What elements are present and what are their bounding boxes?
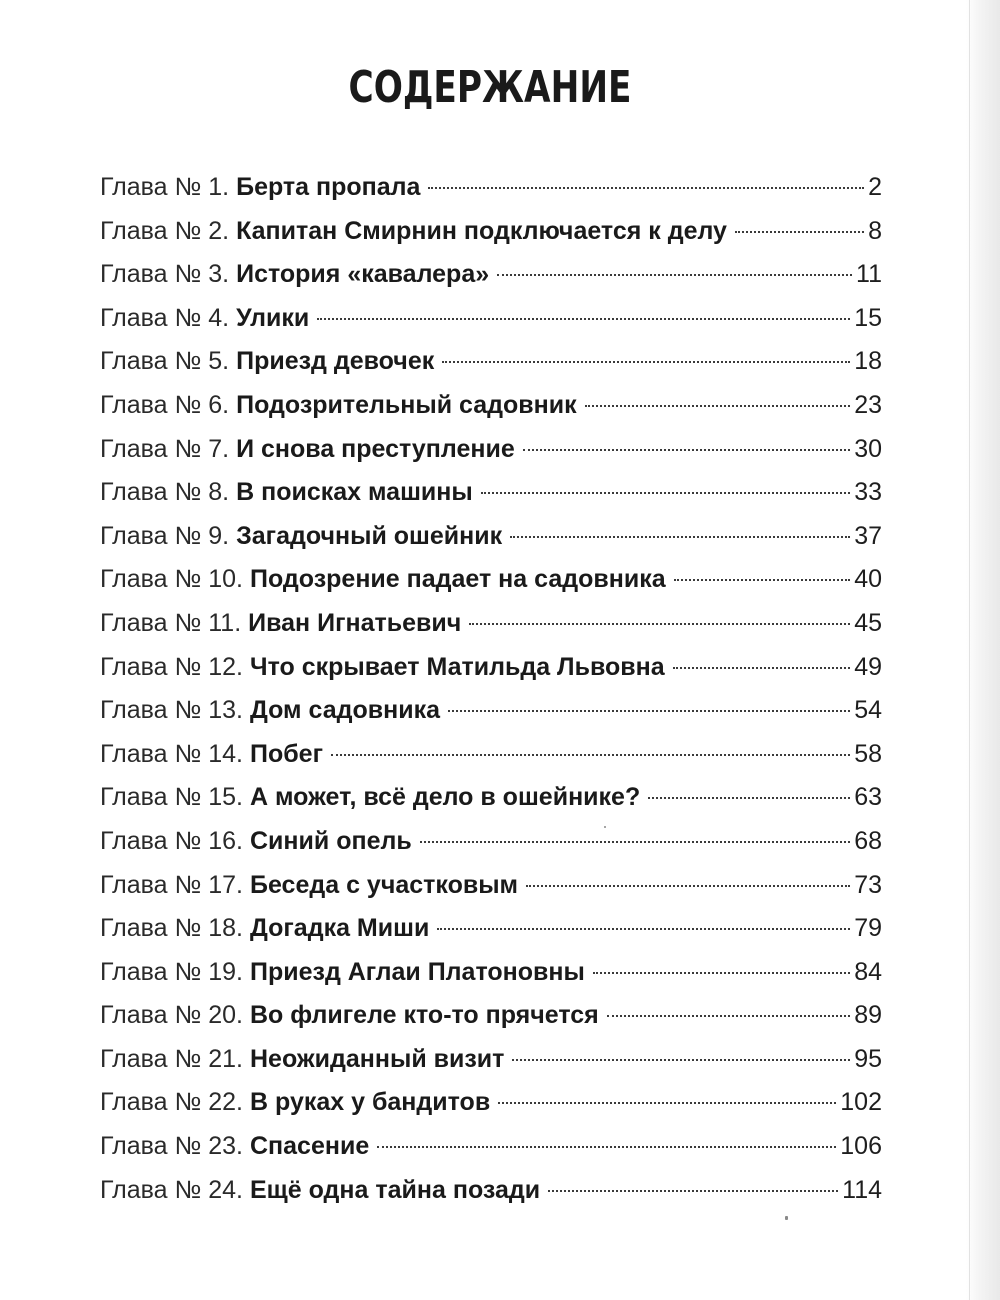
chapter-label: Глава № 11. <box>100 608 242 637</box>
page-number: 49 <box>854 652 882 681</box>
chapter-label: Глава № 5. <box>100 347 230 376</box>
chapter-title: А может, всё дело в ошейнике? <box>250 783 641 812</box>
dot-leader <box>673 667 851 669</box>
dot-leader <box>735 231 864 233</box>
chapter-label: Глава № 15. <box>100 783 243 812</box>
page-number: 79 <box>854 914 882 943</box>
chapter-title: Капитан Смирнин подключается к делу <box>236 216 727 245</box>
dot-leader <box>437 928 850 930</box>
toc-entry <box>100 384 882 428</box>
page-number: 37 <box>854 521 882 550</box>
toc-entry <box>100 776 882 820</box>
chapter-label: Глава № 10. <box>100 565 243 594</box>
dot-leader <box>377 1146 836 1148</box>
page-number: 18 <box>854 347 882 376</box>
chapter-label: Глава № 4. <box>100 303 230 332</box>
toc-entry <box>100 210 882 254</box>
toc-entry <box>100 733 882 777</box>
chapter-title: Во флигеле кто-то прячется <box>250 1001 599 1030</box>
toc-entry <box>100 166 882 210</box>
page-number: 106 <box>840 1132 882 1161</box>
paper-speck <box>785 1216 788 1220</box>
chapter-label: Глава № 13. <box>100 696 243 725</box>
page-number: 68 <box>854 826 882 855</box>
toc-entry <box>100 1038 882 1082</box>
dot-leader <box>510 536 850 538</box>
toc-entry <box>100 1169 882 1213</box>
chapter-title: Дом садовника <box>250 696 441 725</box>
toc-entry <box>100 471 882 515</box>
dot-leader <box>442 361 850 363</box>
chapter-label: Глава № 22. <box>100 1088 243 1117</box>
page-number: 54 <box>854 696 882 725</box>
chapter-title: Загадочный ошейник <box>236 521 503 550</box>
chapter-label: Глава № 2. <box>100 216 230 245</box>
page-number: 33 <box>854 478 882 507</box>
chapter-title: Догадка Миши <box>250 914 430 943</box>
chapter-label: Глава № 16. <box>100 826 243 855</box>
page-number: 89 <box>854 1001 882 1030</box>
dot-leader <box>331 754 850 756</box>
chapter-label: Глава № 3. <box>100 260 230 289</box>
page-number: 95 <box>854 1044 882 1073</box>
dot-leader <box>497 274 852 276</box>
toc-entry <box>100 515 882 559</box>
page-number: 23 <box>854 390 882 419</box>
table-of-contents <box>100 166 882 1212</box>
toc-entry <box>100 994 882 1038</box>
paper-speck <box>604 826 606 828</box>
chapter-title: В поисках машины <box>236 478 473 507</box>
dot-leader <box>428 187 864 189</box>
toc-entry <box>100 1081 882 1125</box>
dot-leader <box>498 1102 836 1104</box>
chapter-label: Глава № 12. <box>100 652 243 681</box>
toc-entry <box>100 689 882 733</box>
page-number: 114 <box>842 1175 882 1204</box>
chapter-title: В руках у бандитов <box>250 1088 491 1117</box>
page-number: 40 <box>854 565 882 594</box>
toc-entry <box>100 428 882 472</box>
chapter-label: Глава № 18. <box>100 914 243 943</box>
chapter-label: Глава № 23. <box>100 1132 243 1161</box>
chapter-label: Глава № 21. <box>100 1044 243 1073</box>
dot-leader <box>420 841 850 843</box>
page-number: 84 <box>854 957 882 986</box>
chapter-title: Беседа с участковым <box>250 870 519 899</box>
dot-leader <box>548 1190 838 1192</box>
chapter-title: Побег <box>250 739 323 768</box>
chapter-title: Что скрывает Матильда Львовна <box>250 652 665 681</box>
toc-entry <box>100 951 882 995</box>
chapter-label: Глава № 20. <box>100 1001 243 1030</box>
toc-entry <box>100 253 882 297</box>
dot-leader <box>469 623 850 625</box>
page-edge-line <box>969 0 970 1300</box>
dot-leader <box>648 797 850 799</box>
page-number: 15 <box>854 303 882 332</box>
chapter-title: Приезд Аглаи Платоновны <box>250 957 585 986</box>
page-number: 73 <box>854 870 882 899</box>
dot-leader <box>448 710 850 712</box>
chapter-title: И снова преступление <box>236 434 515 463</box>
page-number: 11 <box>856 260 882 289</box>
dot-leader <box>512 1059 850 1061</box>
chapter-label: Глава № 9. <box>100 521 230 550</box>
dot-leader <box>317 318 850 320</box>
chapter-label: Глава № 8. <box>100 478 230 507</box>
dot-leader <box>523 449 850 451</box>
chapter-label: Глава № 1. <box>100 173 230 201</box>
chapter-title: Улики <box>236 303 310 332</box>
chapter-title: Подозрение падает на садовника <box>250 565 666 594</box>
dot-leader <box>593 972 850 974</box>
chapter-title: Берта пропала <box>236 173 421 201</box>
toc-entry <box>100 340 882 384</box>
page-number: 30 <box>854 434 882 463</box>
dot-leader <box>526 885 850 887</box>
chapter-title: Спасение <box>250 1132 370 1161</box>
chapter-title: Иван Игнатьевич <box>248 608 462 637</box>
toc-entry <box>100 297 882 341</box>
chapter-title: Подозрительный садовник <box>236 390 577 419</box>
chapter-label: Глава № 19. <box>100 957 243 986</box>
chapter-title: Синий опель <box>250 826 412 855</box>
toc-entry <box>100 602 882 646</box>
page-number: 102 <box>840 1088 882 1117</box>
chapter-label: Глава № 6. <box>100 390 230 419</box>
toc-entry <box>100 1125 882 1169</box>
page-number: 63 <box>854 783 882 812</box>
chapter-label: Глава № 24. <box>100 1175 243 1204</box>
toc-heading: СОДЕРЖАНИЕ <box>348 62 632 113</box>
chapter-title: Ещё одна тайна позади <box>250 1175 541 1204</box>
chapter-title: Приезд девочек <box>236 347 435 376</box>
toc-entry <box>100 820 882 864</box>
page-edge-shadow <box>966 0 1000 1300</box>
chapter-label: Глава № 17. <box>100 870 243 899</box>
page-number: 2 <box>868 173 882 201</box>
dot-leader <box>607 1015 850 1017</box>
page-number: 45 <box>854 608 882 637</box>
chapter-title: Неожиданный визит <box>250 1044 505 1073</box>
toc-entry <box>100 907 882 951</box>
dot-leader <box>674 579 851 581</box>
chapter-label: Глава № 7. <box>100 434 230 463</box>
toc-entry <box>100 646 882 690</box>
chapter-label: Глава № 14. <box>100 739 243 768</box>
toc-entry <box>100 864 882 908</box>
toc-entry <box>100 558 882 602</box>
dot-leader <box>585 405 851 407</box>
page-number: 58 <box>854 739 882 768</box>
chapter-title: История «кавалера» <box>236 260 490 289</box>
page-number: 8 <box>868 216 882 245</box>
dot-leader <box>481 492 850 494</box>
